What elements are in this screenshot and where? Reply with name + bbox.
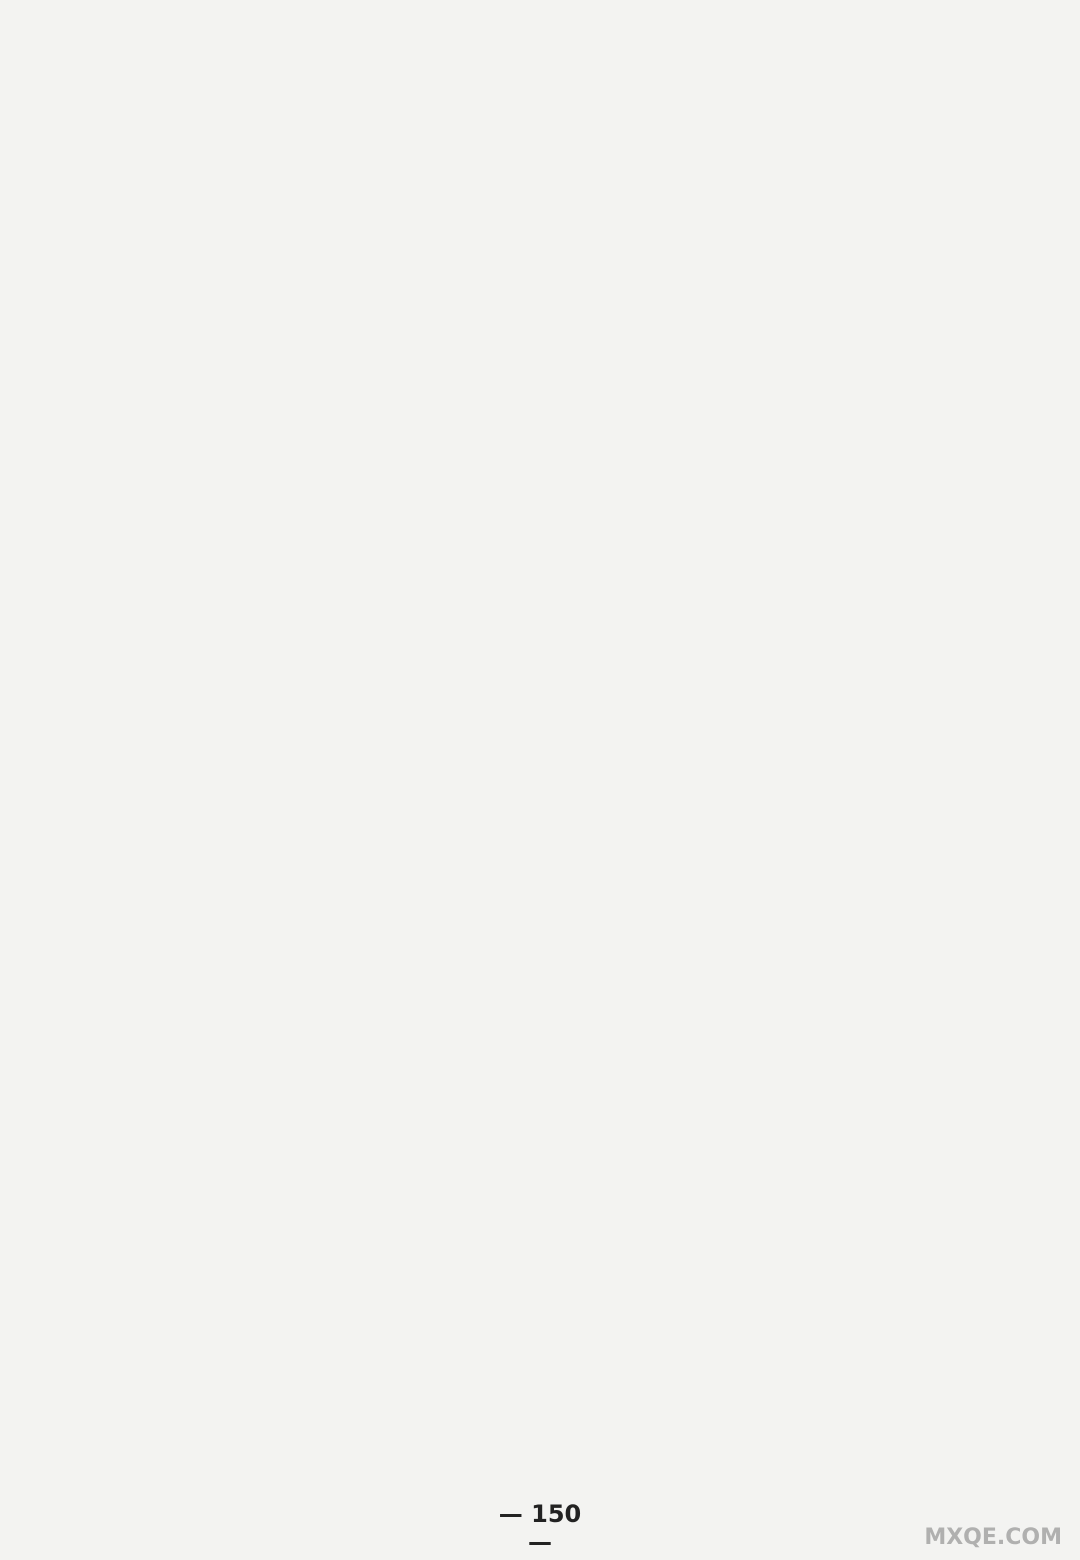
page-number: — 150 — [498,1500,582,1556]
watermark: MXQE.COM [924,1525,1062,1550]
